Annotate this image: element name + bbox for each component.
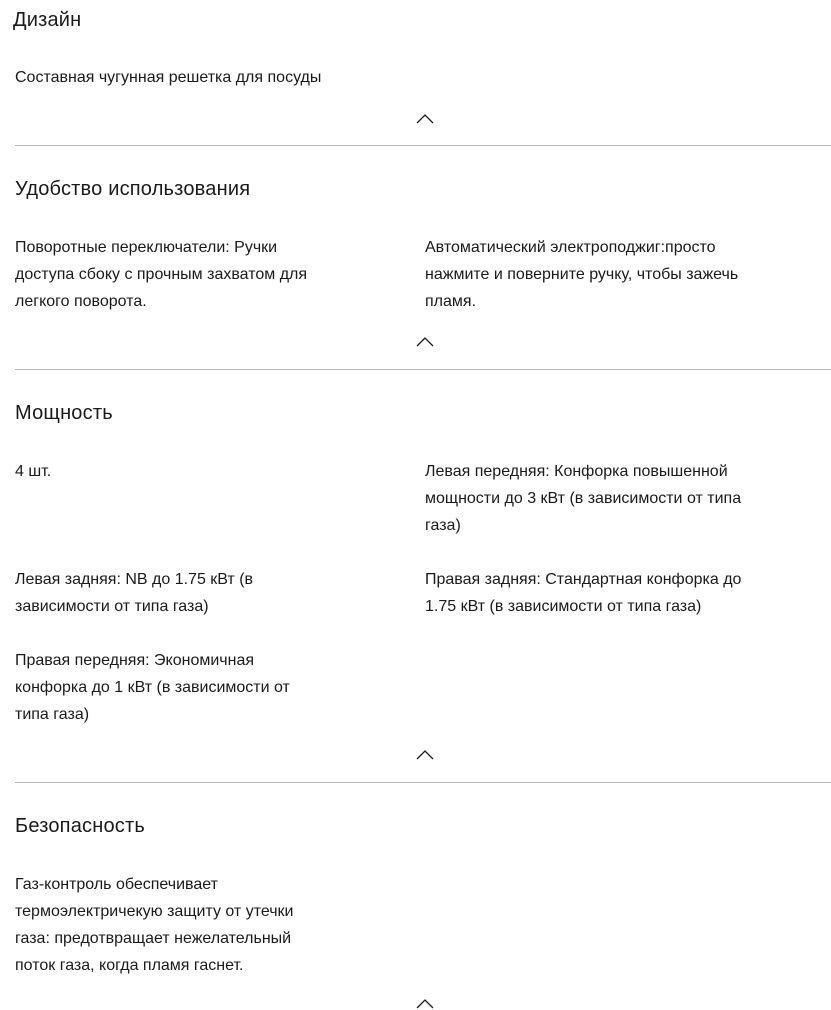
spec-item: Поворотные переключатели: Ручки доступа сбоку с прочным захватом для легкого поворота. xyxy=(15,239,308,310)
spec-item: Левая передняя: Конфорка повышенной мощности до 3 кВт (в зависимости от типа газа) xyxy=(425,463,742,534)
chevron-up-icon xyxy=(415,747,435,761)
collapse-button[interactable] xyxy=(415,334,435,348)
chevron-up-icon xyxy=(415,334,435,348)
section-content xyxy=(15,871,830,979)
section-content xyxy=(15,458,830,728)
section-divider xyxy=(15,782,831,783)
spec-item: Газ-контроль обеспечивает термоэлектричекую защиту от утечки газа: предотвращает нежелательный поток газа, когда пламя гаснет. xyxy=(15,876,294,974)
collapse-button[interactable] xyxy=(415,111,435,125)
section-title: Мощность xyxy=(15,402,113,424)
spec-item: Автоматический электроподжиг:просто нажмите и поверните ручку, чтобы зажечь пламя. xyxy=(425,239,739,310)
chevron-up-icon xyxy=(415,996,435,1010)
collapse-button[interactable] xyxy=(415,747,435,761)
section-title: Дизайн xyxy=(13,9,82,31)
section-divider xyxy=(15,369,831,370)
section-divider xyxy=(15,145,831,146)
spec-item: 4 шт. xyxy=(15,463,52,480)
collapse-button[interactable] xyxy=(415,996,435,1010)
spec-item: Левая задняя: NB до 1.75 кВт (в зависимости от типа газа) xyxy=(15,571,254,615)
spec-item: Правая задняя: Стандартная конфорка до 1.75 кВт (в зависимости от типа газа) xyxy=(425,571,742,615)
spec-item: Составная чугунная решетка для посуды xyxy=(15,69,322,86)
chevron-up-icon xyxy=(415,111,435,125)
section-content xyxy=(15,234,830,315)
section-content xyxy=(15,64,830,91)
spec-item: Правая передняя: Экономичная конфорка до 1 кВт (в зависимости от типа газа) xyxy=(15,652,290,723)
section-title: Удобство использования xyxy=(15,178,251,200)
section-title: Безопасность xyxy=(15,815,145,837)
